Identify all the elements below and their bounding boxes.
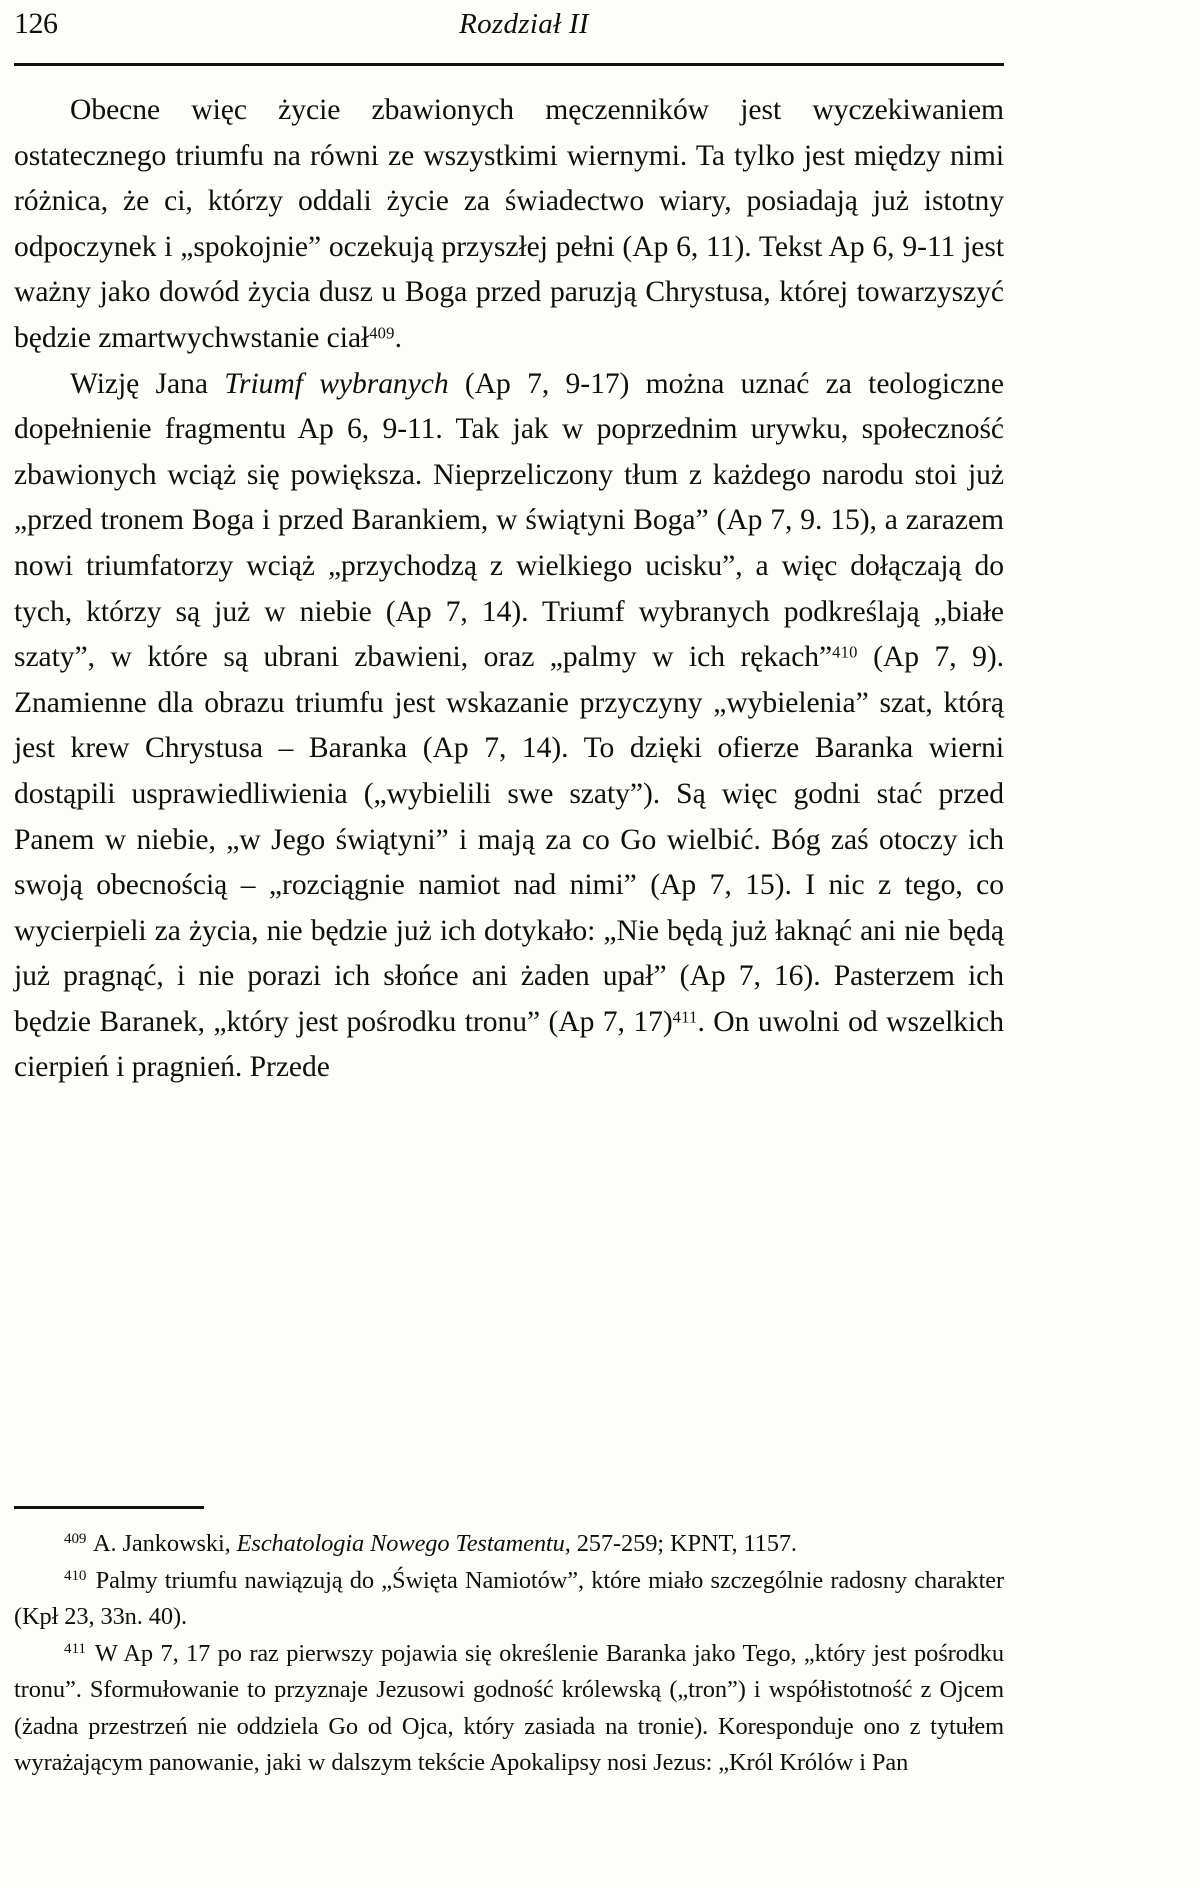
- chapter-title: Rozdział II: [459, 8, 589, 40]
- footnote-list: [14, 1526, 1004, 1782]
- footnote-409: $^{409}$ A. Jankowski, Eschatologia Nowego Testamentu, 257-259; KPNT, 1157.: [64, 1530, 797, 1557]
- footnote-reference-410[interactable]: 410: [832, 642, 858, 662]
- footnote-410: $^{410}$ Palmy triumfu nawiązują do „Święta Namiotów”, które miało szczególnie radosny charakter (Kpł 23, 33n. 40).: [14, 1566, 1005, 1630]
- header-divider-rule: [14, 63, 1004, 66]
- body-text: [14, 88, 1004, 1091]
- italic-title: Triumf wybranych: [224, 367, 449, 400]
- page-content: [14, 0, 1004, 1091]
- footnote-411: $^{411}$ W Ap 7, 17 po raz pierwszy pojawia się określenie Baranka jako Tego, „który jest pośrodku tronu”. Sformułowanie to przyznaje Jezusowi godność królewską („tron”) i współistotność z Ojcem (żadna przestrzeń nie oddziela Go od Ojca, który zasiada na tronie). Koresponduje ono z tytułem wyrażającym panowanie, jaki w dalszym tekście Apokalipsy nosi Jezus: „Król Królów i Pan: [14, 1639, 1004, 1776]
- body-paragraph: Wizję Jana Triumf wybranych (Ap 7, 9-17) można uznać za teologiczne dopełnienie fragmentu Ap 6, 9-11. Tak jak w poprzednim urywku, społeczność zbawionych wciąż się powiększa. Nieprzeliczony tłum z każdego narodu stoi już „przed tronem Boga i przed Barankiem, w świątyni Boga” (Ap 7, 9. 15), a zarazem nowi triumfatorzy wciąż „przychodzą z wielkiego ucisku”, a więc dołączają do tych, którzy są już w niebie (Ap 7, 14). Triumf wybranych podkreślają „białe szaty”, w które są ubrani zbawieni, oraz „palmy w ich rękach”$^{410}$ (Ap 7, 9). Znamienne dla obrazu triumfu jest wskazanie przyczyny „wybielenia” szat, którą jest krew Chrystusa – Baranka (Ap 7, 14). To dzięki ofierze Baranka wierni dostąpili usprawiedliwienia („wybielili swe szaty”). Są więc godni stać przed Panem w niebie, „w Jego świątyni” i mają za co Go wielbić. Bóg zaś otoczy ich swoją obecnością – „rozciągnie namiot nad nimi” (Ap 7, 15). I nic z tego, co wycierpieli za życia, nie będzie już ich dotykało: „Nie będą już łaknąć ani nie będą już pragnąć, i nie porazi ich słońce ani żaden upał” (Ap 7, 16). Pasterzem ich będzie Baranek, „który jest pośrodku tronu” (Ap 7, 17)$^{411}$. On uwolni od wszelkich cierpień i pragnień. Przede: [14, 367, 1005, 1084]
- page-number: 126: [14, 7, 58, 40]
- footnote-marker-409: 409: [64, 1531, 87, 1548]
- footnote-area: [14, 1506, 1004, 1782]
- footnote-reference-409[interactable]: 409: [369, 323, 395, 343]
- footnote-separator-rule: [14, 1506, 204, 1509]
- footnote-marker-410: 410: [64, 1567, 87, 1584]
- body-paragraph: Obecne więc życie zbawionych męczenników jest wyczekiwaniem ostatecznego triumfu na równi ze wszystkimi wiernymi. Ta tylko jest między nimi różnica, że ci, którzy oddali życie za świadectwo wiary, posiadają już istotny odpoczynek i „spokojnie” oczekują przyszłej pełni (Ap 6, 11). Tekst Ap 6, 9-11 jest ważny jako dowód życia dusz u Boga przed paruzją Chrystusa, której towarzyszyć będzie zmartwychwstanie ciał$^{409}$.: [14, 94, 1004, 354]
- footnote-marker-411: 411: [64, 1640, 86, 1657]
- footnote-reference-411[interactable]: 411: [672, 1007, 698, 1027]
- italic-title: Eschatologia Nowego Testamentu: [236, 1530, 565, 1557]
- running-header: [14, 0, 1004, 60]
